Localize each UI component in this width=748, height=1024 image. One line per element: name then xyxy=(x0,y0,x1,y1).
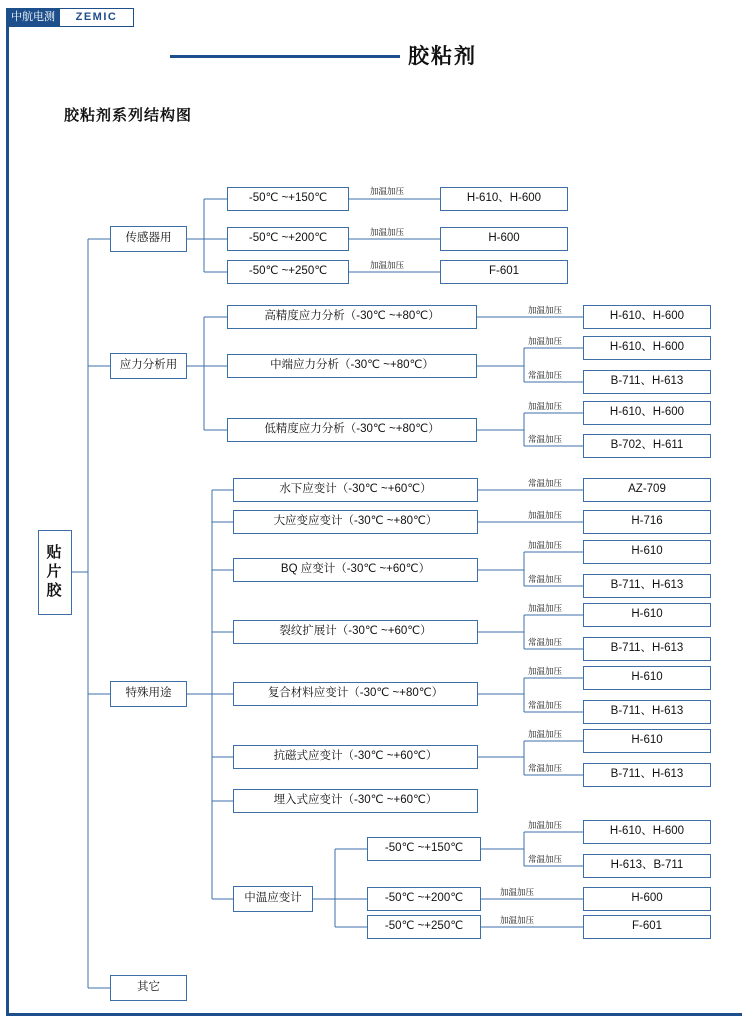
edge-label-composite-cold: 常温加压 xyxy=(528,700,563,710)
edge-label-bq-hot: 加温加压 xyxy=(528,540,563,550)
edge-label-medium-150-cold: 常温加压 xyxy=(528,854,563,864)
node-special-large-strain[interactable]: 大应变应变计（-30℃ ~+80℃） xyxy=(233,510,478,534)
node-product-crack-hot[interactable]: H-610 xyxy=(583,603,711,627)
edge-label-crack-hot: 加温加压 xyxy=(528,603,563,613)
node-product-antimagnetic-cold[interactable]: B-711、H-613 xyxy=(583,763,711,787)
node-product-medium-200[interactable]: H-600 xyxy=(583,887,711,911)
node-special-crack-propagation[interactable]: 裂纹扩展计（-30℃ ~+60℃） xyxy=(233,620,478,644)
node-root[interactable]: 贴片胶 xyxy=(38,530,72,615)
node-product-composite-cold[interactable]: B-711、H-613 xyxy=(583,700,711,724)
node-medium-temp-150[interactable]: -50℃ ~+150℃ xyxy=(367,837,481,861)
node-product-antimagnetic-hot[interactable]: H-610 xyxy=(583,729,711,753)
edge-label-sensor-150: 加温加压 xyxy=(370,186,405,196)
node-category-special-use[interactable]: 特殊用途 xyxy=(110,681,187,707)
node-product-medium-250[interactable]: F-601 xyxy=(583,915,711,939)
node-category-stress-analysis[interactable]: 应力分析用 xyxy=(110,353,187,379)
node-product-composite-hot[interactable]: H-610 xyxy=(583,666,711,690)
node-product-large-strain[interactable]: H-716 xyxy=(583,510,711,534)
node-product-stress-high[interactable]: H-610、H-600 xyxy=(583,305,711,329)
node-product-bq-cold[interactable]: B-711、H-613 xyxy=(583,574,711,598)
edge-label-stress-low-hot: 加温加压 xyxy=(528,401,563,411)
edge-label-sensor-250: 加温加压 xyxy=(370,260,405,270)
edge-label-stress-mid-hot: 加温加压 xyxy=(528,336,563,346)
node-special-composite[interactable]: 复合材料应变计（-30℃ ~+80℃） xyxy=(233,682,478,706)
brand-name-en: ZEMIC xyxy=(75,11,118,23)
edge-label-underwater: 常温加压 xyxy=(528,478,563,488)
node-product-stress-mid-cold[interactable]: B-711、H-613 xyxy=(583,370,711,394)
node-stress-mid-range[interactable]: 中端应力分析（-30℃ ~+80℃） xyxy=(227,354,477,378)
node-product-stress-low-cold[interactable]: B-702、H-611 xyxy=(583,434,711,458)
node-medium-temp-200[interactable]: -50℃ ~+200℃ xyxy=(367,887,481,911)
node-product-stress-mid-hot[interactable]: H-610、H-600 xyxy=(583,336,711,360)
edge-label-stress-high: 加温加压 xyxy=(528,305,563,315)
node-product-crack-cold[interactable]: B-711、H-613 xyxy=(583,637,711,661)
edge-label-large-strain: 加温加压 xyxy=(528,510,563,520)
page-title: 胶粘剂 xyxy=(408,45,477,68)
edge-label-medium-150-hot: 加温加压 xyxy=(528,820,563,830)
node-category-sensor[interactable]: 传感器用 xyxy=(110,226,187,252)
node-sensor-temp-200[interactable]: -50℃ ~+200℃ xyxy=(227,227,349,251)
node-product-sensor-250[interactable]: F-601 xyxy=(440,260,568,284)
node-special-underwater[interactable]: 水下应变计（-30℃ ~+60℃） xyxy=(233,478,478,502)
node-product-sensor-200[interactable]: H-600 xyxy=(440,227,568,251)
node-medium-temp-250[interactable]: -50℃ ~+250℃ xyxy=(367,915,481,939)
edge-label-medium-200: 加温加压 xyxy=(500,887,535,897)
edge-label-crack-cold: 常温加压 xyxy=(528,637,563,647)
section-title: 胶粘剂系列结构图 xyxy=(64,107,193,124)
node-special-bq-gauge[interactable]: BQ 应变计（-30℃ ~+60℃） xyxy=(233,558,478,582)
node-product-medium-150-hot[interactable]: H-610、H-600 xyxy=(583,820,711,844)
edge-label-antimagnetic-hot: 加温加压 xyxy=(528,729,563,739)
edge-label-bq-cold: 常温加压 xyxy=(528,574,563,584)
node-special-anti-magnetic[interactable]: 抗磁式应变计（-30℃ ~+60℃） xyxy=(233,745,478,769)
node-product-bq-hot[interactable]: H-610 xyxy=(583,540,711,564)
edge-label-sensor-200: 加温加压 xyxy=(370,227,405,237)
edge-label-stress-mid-cold: 常温加压 xyxy=(528,370,563,380)
node-product-medium-150-cold[interactable]: H-613、B-711 xyxy=(583,854,711,878)
node-special-medium-temp[interactable]: 中温应变计 xyxy=(233,886,313,912)
node-sensor-temp-150[interactable]: -50℃ ~+150℃ xyxy=(227,187,349,211)
node-stress-low-precision[interactable]: 低精度应力分析（-30℃ ~+80℃） xyxy=(227,418,477,442)
node-sensor-temp-250[interactable]: -50℃ ~+250℃ xyxy=(227,260,349,284)
node-product-sensor-150[interactable]: H-610、H-600 xyxy=(440,187,568,211)
node-category-other[interactable]: 其它 xyxy=(110,975,187,1001)
node-product-stress-low-hot[interactable]: H-610、H-600 xyxy=(583,401,711,425)
edge-label-antimagnetic-cold: 常温加压 xyxy=(528,763,563,773)
node-stress-high-precision[interactable]: 高精度应力分析（-30℃ ~+80℃） xyxy=(227,305,477,329)
edge-label-medium-250: 加温加压 xyxy=(500,915,535,925)
edge-label-stress-low-cold: 常温加压 xyxy=(528,434,563,444)
node-product-underwater[interactable]: AZ-709 xyxy=(583,478,711,502)
brand-name-cn: 中航电测 xyxy=(6,8,60,27)
edge-label-composite-hot: 加温加压 xyxy=(528,666,563,676)
node-special-embedded[interactable]: 埋入式应变计（-30℃ ~+60℃） xyxy=(233,789,478,813)
